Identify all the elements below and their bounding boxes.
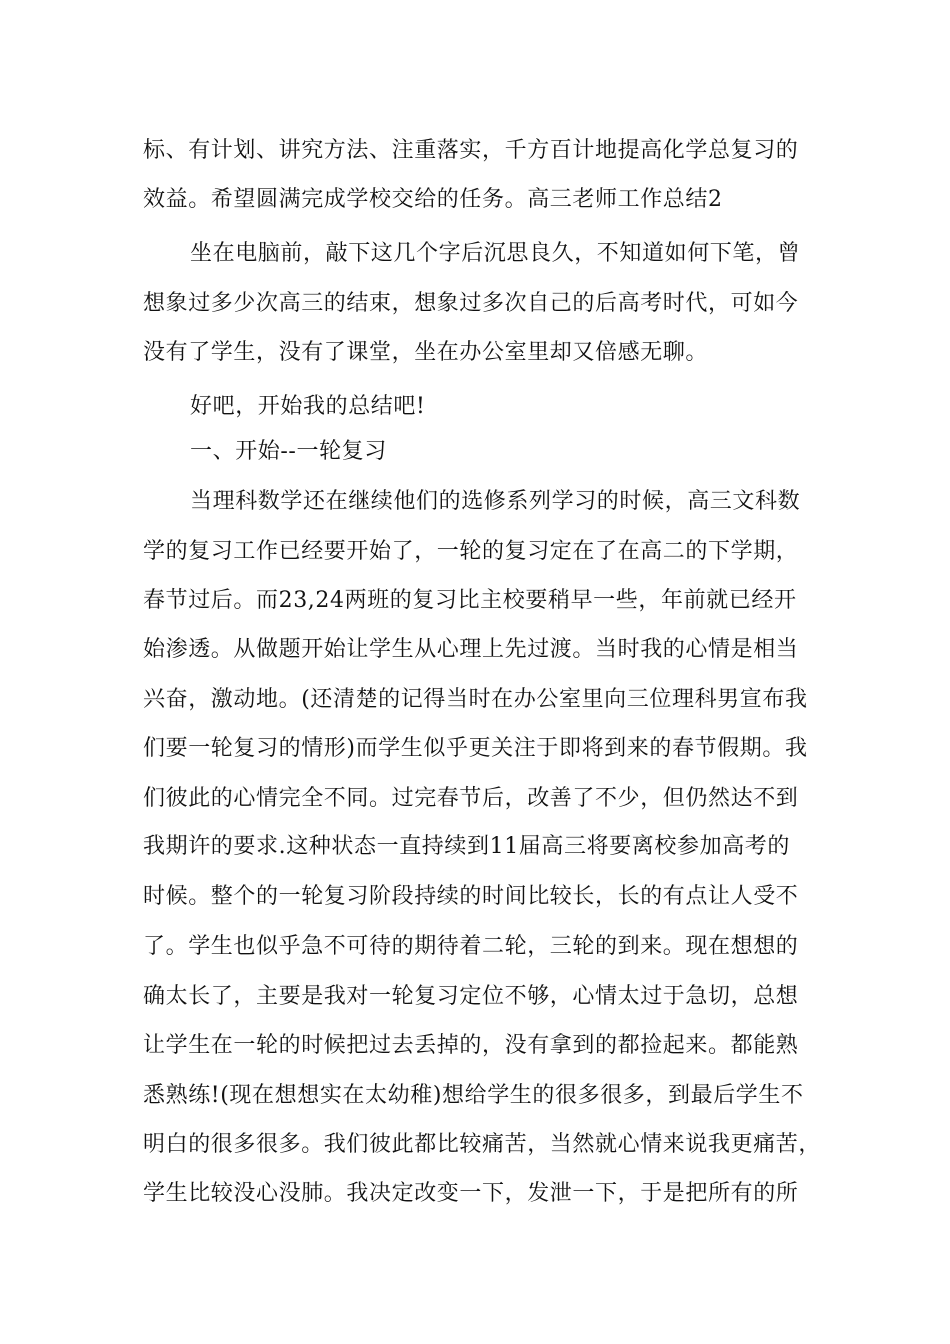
text-line: 确太长了，主要是我对一轮复习定位不够，心情太过于急切，总想 — [143, 984, 799, 1009]
text-line: 学生比较没心没肺。我决定改变一下，发泄一下，于是把所有的所 — [143, 1181, 799, 1206]
paragraph-first-line: 好吧，开始我的总结吧! — [190, 394, 426, 419]
text-line: 始渗透。从做题开始让学生从心理上先过渡。当时我的心情是相当 — [143, 637, 799, 662]
paragraph-first-line: 当理科数学还在继续他们的选修系列学习的时候，高三文科数 — [190, 489, 801, 514]
text-line: 们要一轮复习的情形)而学生似乎更关注于即将到来的春节假期。我 — [143, 736, 808, 761]
text-line: 标、有计划、讲究方法、注重落实，千方百计地提高化学总复习的 — [143, 138, 799, 163]
text-line: 们彼此的心情完全不同。过完春节后，改善了不少，但仍然达不到 — [143, 786, 799, 811]
text-line: 兴奋，激动地。(还清楚的记得当时在办公室里向三位理科男宣布我 — [143, 687, 808, 712]
text-line: 我期许的要求.这种状态一直持续到11届高三将要离校参加高考的 — [143, 834, 790, 859]
text-line: 时候。整个的一轮复习阶段持续的时间比较长，长的有点让人受不 — [143, 884, 799, 909]
text-line: 明白的很多很多。我们彼此都比较痛苦，当然就心情来说我更痛苦， — [143, 1132, 822, 1157]
section-heading: 一、开始--一轮复习 — [190, 439, 387, 464]
paragraph-first-line: 坐在电脑前，敲下这几个字后沉思良久，不知道如何下笔，曾 — [190, 241, 801, 266]
text-line: 没有了学生，没有了课堂，坐在办公室里却又倍感无聊。 — [143, 340, 709, 365]
text-line: 效益。希望圆满完成学校交给的任务。高三老师工作总结2 — [143, 187, 723, 212]
text-line: 春节过后。而23,24两班的复习比主校要稍早一些，年前就已经开 — [143, 588, 797, 613]
text-line: 学的复习工作已经要开始了，一轮的复习定在了在高二的下学期， — [143, 539, 799, 564]
text-line: 想象过多少次高三的结束，想象过多次自己的后高考时代，可如今 — [143, 291, 799, 316]
text-line: 悉熟练!(现在想想实在太幼稚)想给学生的很多很多，到最后学生不 — [143, 1083, 804, 1108]
text-line: 了。学生也似乎急不可待的期待着二轮，三轮的到来。现在想想的 — [143, 934, 799, 959]
text-line: 让学生在一轮的时候把过去丢掉的，没有拿到的都捡起来。都能熟 — [143, 1033, 799, 1058]
